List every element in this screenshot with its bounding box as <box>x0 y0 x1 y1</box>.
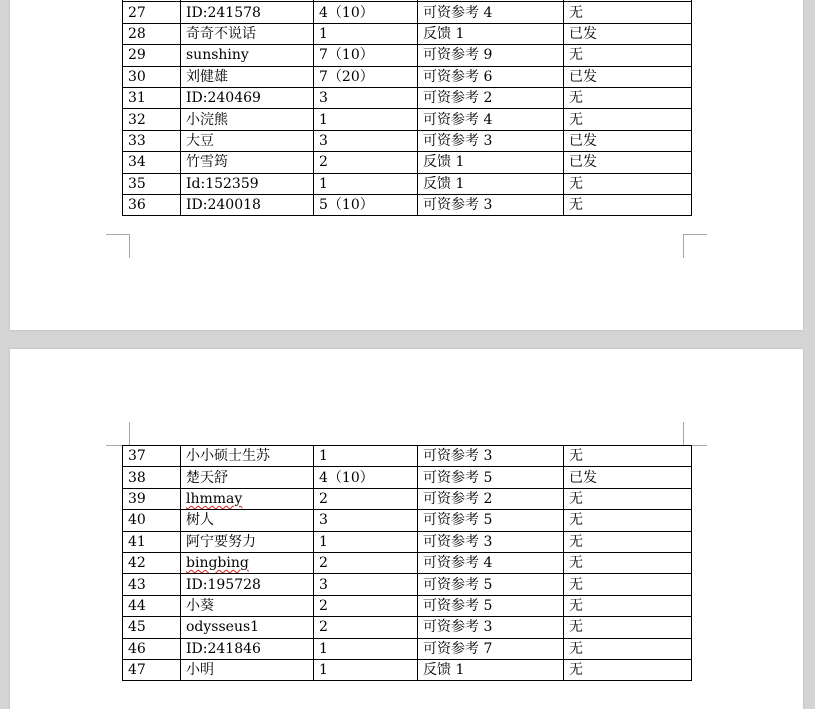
cell-reply[interactable]: 无 <box>564 552 692 573</box>
cell-count[interactable]: 1 <box>314 23 418 44</box>
cell-status[interactable]: 可资参考 4 <box>418 2 564 23</box>
table-row <box>123 659 692 680</box>
cell-reply[interactable]: 已发 <box>564 152 692 173</box>
cell-name[interactable]: bingbing <box>181 552 314 573</box>
cell-name[interactable]: ID:240469 <box>181 87 314 108</box>
cell-reply[interactable]: 无 <box>564 446 692 467</box>
cell-name[interactable]: 奇奇不说话 <box>181 23 314 44</box>
cell-no[interactable]: 34 <box>123 152 181 173</box>
table-row <box>123 595 692 616</box>
cell-status[interactable]: 可资参考 3 <box>418 130 564 151</box>
cell-status[interactable]: 反馈 1 <box>418 23 564 44</box>
cell-status[interactable]: 可资参考 9 <box>418 45 564 66</box>
cell-reply[interactable]: 已发 <box>564 66 692 87</box>
cell-reply[interactable]: 无 <box>564 659 692 680</box>
cell-reply[interactable]: 已发 <box>564 130 692 151</box>
cell-status[interactable]: 可资参考 5 <box>418 510 564 531</box>
cell-status[interactable]: 可资参考 3 <box>418 617 564 638</box>
cell-count[interactable]: 1 <box>314 659 418 680</box>
cell-reply[interactable]: 无 <box>564 638 692 659</box>
table-row <box>123 638 692 659</box>
cell-count[interactable]: 3 <box>314 574 418 595</box>
cell-count[interactable]: 1 <box>314 446 418 467</box>
cell-status[interactable]: 可资参考 4 <box>418 109 564 130</box>
cell-reply[interactable]: 已发 <box>564 23 692 44</box>
cell-no[interactable]: 40 <box>123 510 181 531</box>
cell-name[interactable]: 阿宁要努力 <box>181 531 314 552</box>
cell-status[interactable]: 可资参考 7 <box>418 638 564 659</box>
cell-status[interactable]: 可资参考 5 <box>418 574 564 595</box>
cell-name[interactable]: 小浣熊 <box>181 109 314 130</box>
cell-status[interactable]: 可资参考 3 <box>418 446 564 467</box>
table-row <box>123 66 692 87</box>
cell-no[interactable]: 32 <box>123 109 181 130</box>
document-page-1[interactable] <box>10 0 803 330</box>
cell-status[interactable]: 可资参考 5 <box>418 595 564 616</box>
cell-status[interactable]: 可资参考 5 <box>418 467 564 488</box>
cell-no[interactable]: 39 <box>123 488 181 509</box>
cell-name[interactable]: 楚天舒 <box>181 467 314 488</box>
page-margin-corner-bottom-right <box>683 234 707 258</box>
cell-status[interactable]: 可资参考 4 <box>418 552 564 573</box>
cell-count[interactable]: 3 <box>314 130 418 151</box>
cell-reply[interactable]: 无 <box>564 617 692 638</box>
cell-reply[interactable]: 无 <box>564 595 692 616</box>
table-row <box>123 194 692 215</box>
table-row <box>123 574 692 595</box>
cell-no[interactable]: 43 <box>123 574 181 595</box>
cell-reply[interactable]: 无 <box>564 173 692 194</box>
cell-name[interactable]: ID:241578 <box>181 2 314 23</box>
cell-no[interactable]: 45 <box>123 617 181 638</box>
cell-count[interactable]: 5（10） <box>314 194 418 215</box>
cell-no[interactable]: 46 <box>123 638 181 659</box>
cell-reply[interactable]: 无 <box>564 531 692 552</box>
cell-reply[interactable]: 无 <box>564 45 692 66</box>
cell-no[interactable]: 27 <box>123 2 181 23</box>
table-row <box>123 617 692 638</box>
cell-no[interactable]: 36 <box>123 194 181 215</box>
cell-count[interactable]: 7（20） <box>314 66 418 87</box>
cell-count[interactable]: 1 <box>314 638 418 659</box>
cell-reply[interactable]: 无 <box>564 87 692 108</box>
cell-count[interactable]: 1 <box>314 173 418 194</box>
cell-count[interactable]: 2 <box>314 595 418 616</box>
table-row <box>123 152 692 173</box>
cell-status[interactable]: 可资参考 2 <box>418 87 564 108</box>
table-row <box>123 446 692 467</box>
cell-no[interactable]: 38 <box>123 467 181 488</box>
cell-name[interactable]: ID:240018 <box>181 194 314 215</box>
cell-name[interactable]: ID:195728 <box>181 574 314 595</box>
cell-count[interactable]: 2 <box>314 552 418 573</box>
cell-name[interactable]: Id:152359 <box>181 173 314 194</box>
cell-no[interactable]: 35 <box>123 173 181 194</box>
cell-reply[interactable]: 无 <box>564 574 692 595</box>
table-row <box>123 467 692 488</box>
cell-status[interactable]: 可资参考 6 <box>418 66 564 87</box>
cell-count[interactable]: 3 <box>314 87 418 108</box>
cell-count[interactable]: 4（10） <box>314 2 418 23</box>
cell-name[interactable]: 小小硕士生苏 <box>181 446 314 467</box>
cell-no[interactable]: 28 <box>123 23 181 44</box>
cell-count[interactable]: 2 <box>314 617 418 638</box>
cell-no[interactable]: 30 <box>123 66 181 87</box>
cell-status[interactable]: 反馈 1 <box>418 152 564 173</box>
cell-no[interactable]: 33 <box>123 130 181 151</box>
cell-reply[interactable]: 无 <box>564 2 692 23</box>
results-table-page-2 <box>122 445 692 681</box>
cell-count[interactable]: 1 <box>314 109 418 130</box>
cell-count[interactable]: 7（10） <box>314 45 418 66</box>
table-row <box>123 109 692 130</box>
document-page-2[interactable] <box>10 349 803 709</box>
table-row <box>123 130 692 151</box>
table-row <box>123 45 692 66</box>
cell-name[interactable]: 竹雪筠 <box>181 152 314 173</box>
cell-no[interactable]: 29 <box>123 45 181 66</box>
cell-name[interactable]: 树人 <box>181 510 314 531</box>
cell-name[interactable]: lhmmay <box>181 488 314 509</box>
cell-reply[interactable]: 无 <box>564 488 692 509</box>
cell-no[interactable]: 44 <box>123 595 181 616</box>
cell-count[interactable]: 2 <box>314 152 418 173</box>
cell-reply[interactable]: 已发 <box>564 467 692 488</box>
table-row <box>123 2 692 23</box>
cell-count[interactable]: 1 <box>314 531 418 552</box>
cell-name[interactable]: sunshiny <box>181 45 314 66</box>
cell-name[interactable]: 刘健雄 <box>181 66 314 87</box>
cell-name[interactable]: 小葵 <box>181 595 314 616</box>
cell-count[interactable]: 3 <box>314 510 418 531</box>
table-row <box>123 552 692 573</box>
page-margin-corner-bottom-left <box>106 234 130 258</box>
table-row <box>123 488 692 509</box>
table-row <box>123 173 692 194</box>
cell-no[interactable]: 31 <box>123 87 181 108</box>
cell-name[interactable]: 小明 <box>181 659 314 680</box>
table-row <box>123 510 692 531</box>
cell-reply[interactable]: 无 <box>564 109 692 130</box>
cell-name[interactable]: ID:241846 <box>181 638 314 659</box>
results-table-page-1 <box>122 0 692 216</box>
cell-no[interactable]: 41 <box>123 531 181 552</box>
table-row <box>123 87 692 108</box>
cell-count[interactable]: 4（10） <box>314 467 418 488</box>
cell-no[interactable]: 37 <box>123 446 181 467</box>
cell-status[interactable]: 反馈 1 <box>418 659 564 680</box>
cell-status[interactable]: 可资参考 2 <box>418 488 564 509</box>
cell-status[interactable]: 可资参考 3 <box>418 194 564 215</box>
cell-count[interactable]: 2 <box>314 488 418 509</box>
cell-no[interactable]: 42 <box>123 552 181 573</box>
page-margin-corner-top-left <box>106 422 130 446</box>
cell-status[interactable]: 反馈 1 <box>418 173 564 194</box>
table-row <box>123 23 692 44</box>
cell-no[interactable]: 47 <box>123 659 181 680</box>
table-row <box>123 531 692 552</box>
page-margin-corner-top-right <box>683 422 707 446</box>
cell-reply[interactable]: 无 <box>564 194 692 215</box>
cell-reply[interactable]: 无 <box>564 510 692 531</box>
cell-status[interactable]: 可资参考 3 <box>418 531 564 552</box>
cell-name[interactable]: 大豆 <box>181 130 314 151</box>
cell-name[interactable]: odysseus1 <box>181 617 314 638</box>
